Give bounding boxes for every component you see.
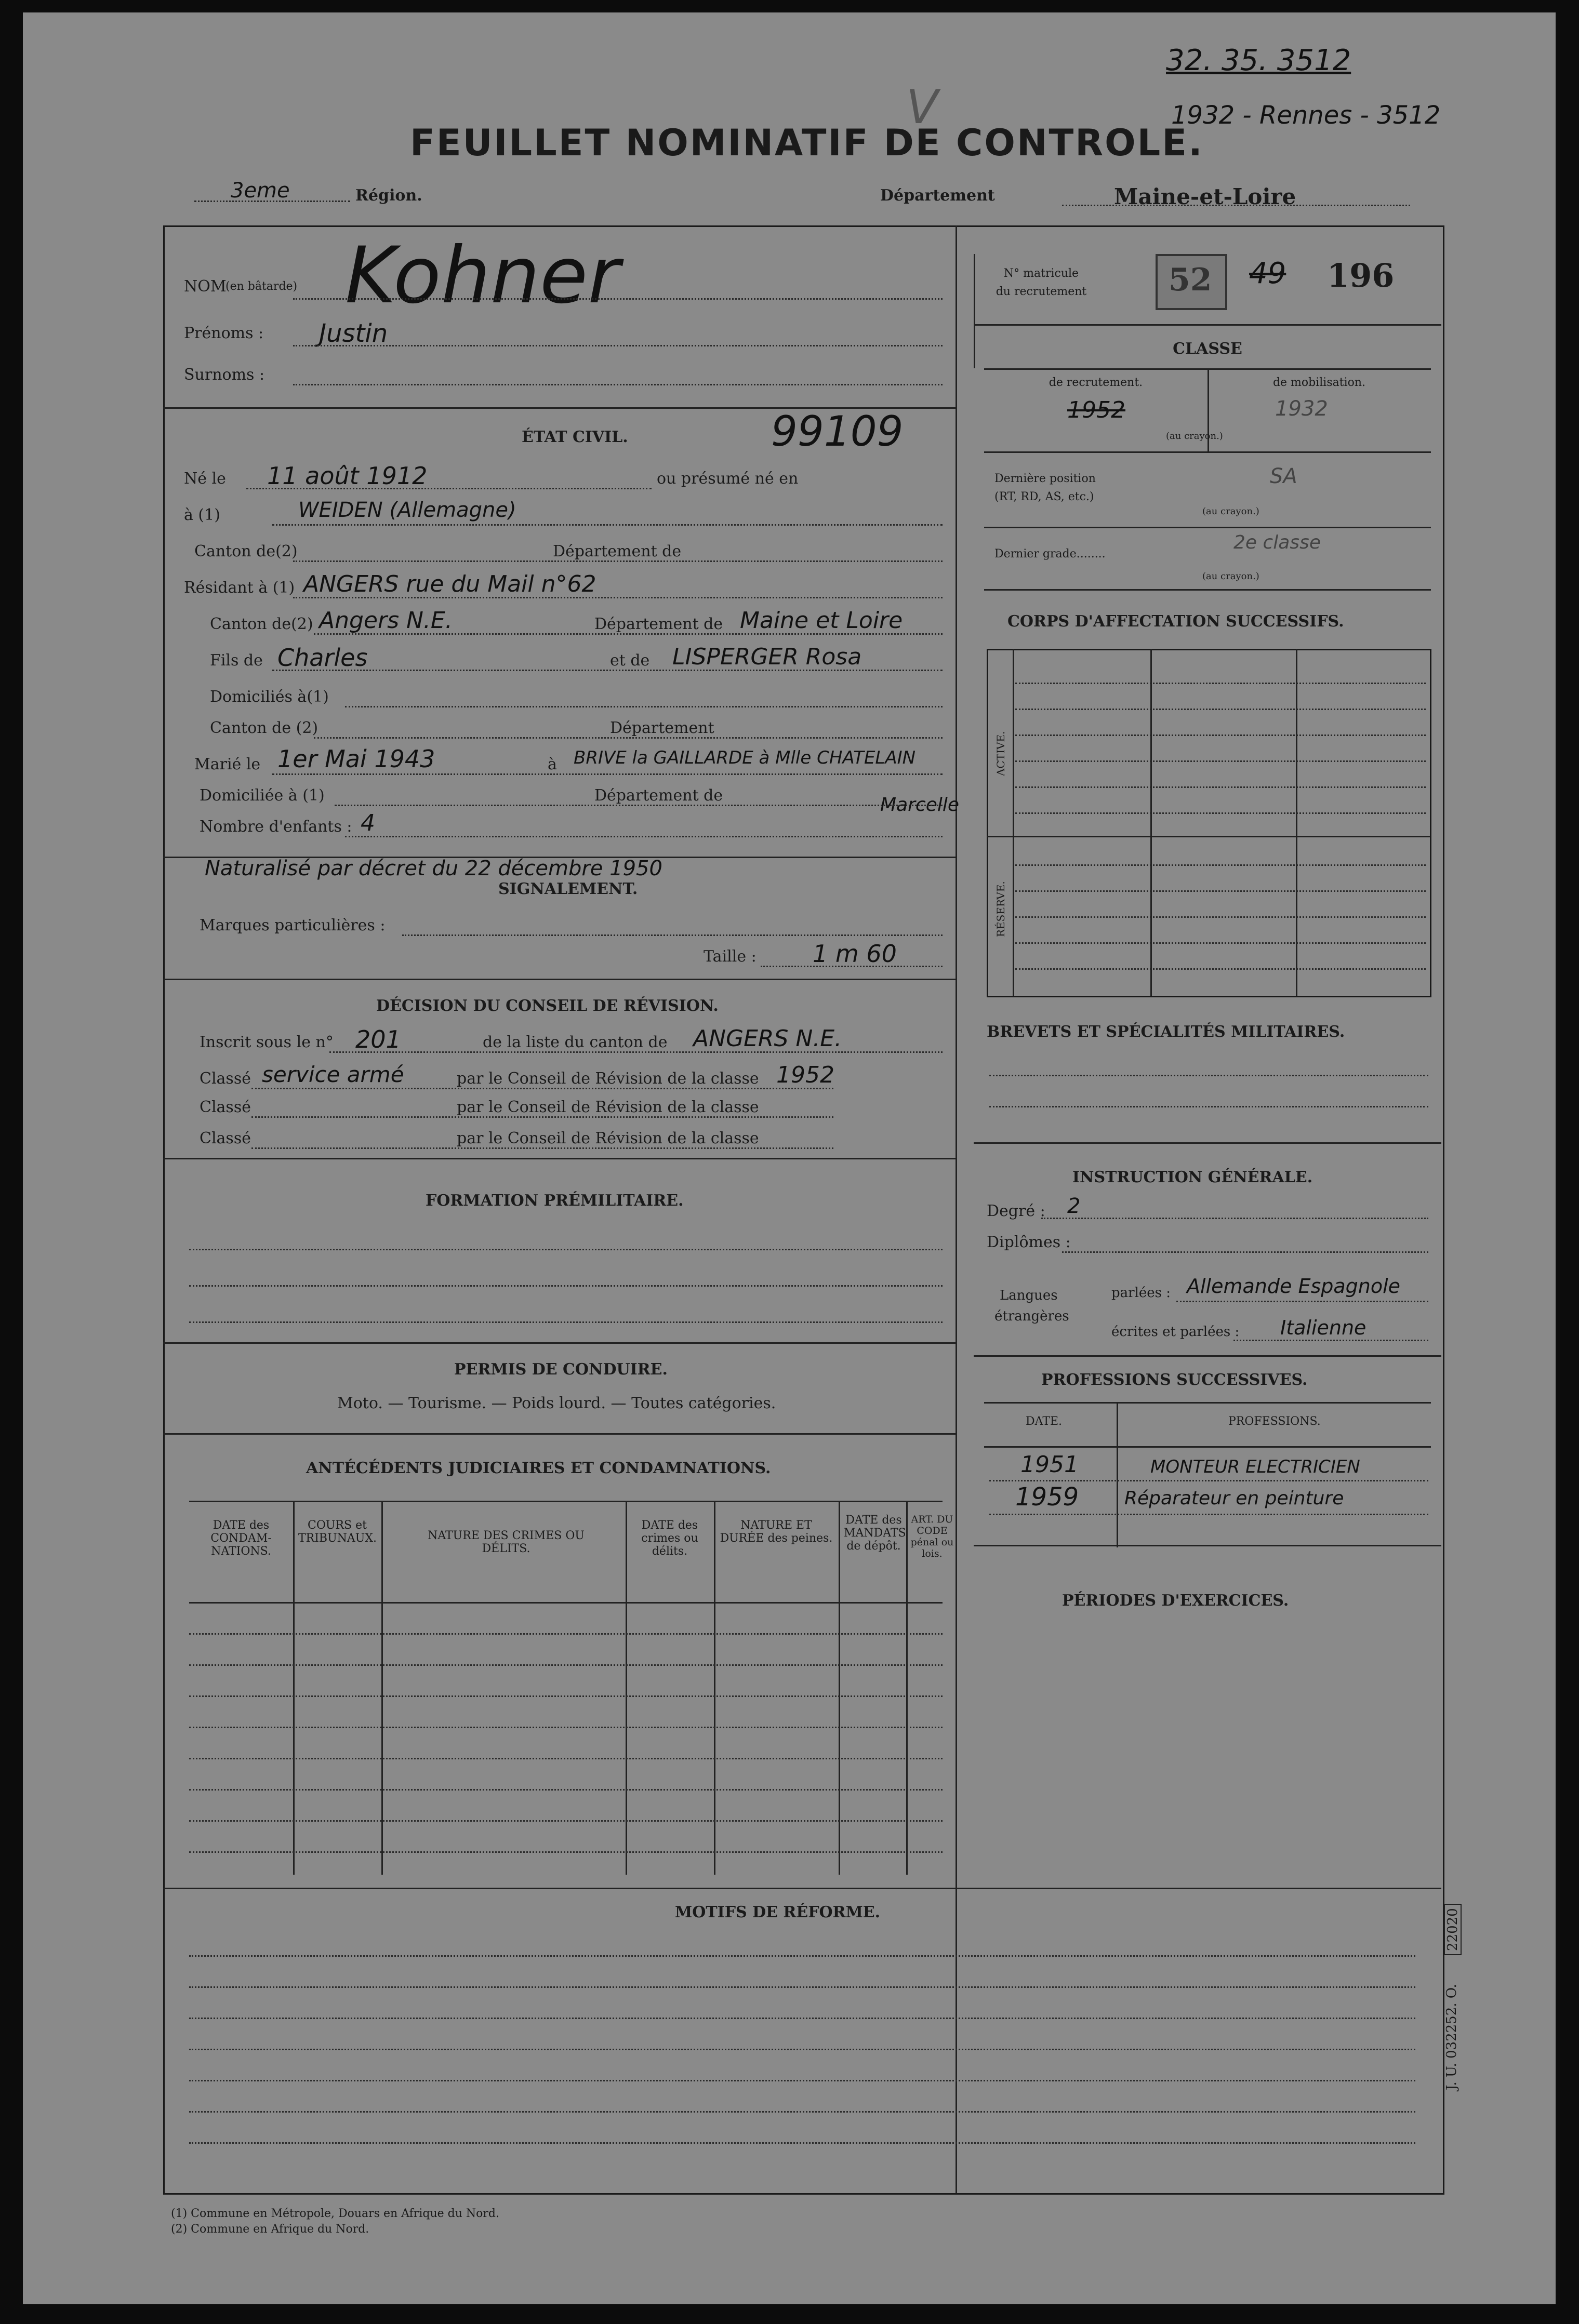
par-label-2: par le Conseil de Révision de la classe <box>457 1098 759 1116</box>
brevets-title: BREVETS ET SPÉCIALITÉS MILITAIRES. <box>987 1023 1345 1041</box>
par-label-3: par le Conseil de Révision de la classe <box>457 1129 759 1147</box>
dernier-grade-value: 2e classe <box>1233 532 1321 553</box>
et-de-label: et de <box>610 651 650 670</box>
printer-code: J. U. 032252. O. <box>1444 1984 1459 2090</box>
permis-categories: Moto. — Tourisme. — Poids lourd. — Toutes catégories. <box>337 1394 776 1412</box>
inscrit-label: Inscrit sous le n° <box>200 1033 334 1051</box>
footnote-2: (2) Commune en Afrique du Nord. <box>171 2223 369 2236</box>
professions-date-header: DATE. <box>1026 1415 1063 1428</box>
derniere-position-label-2: (RT, RD, AS, etc.) <box>994 490 1094 503</box>
mobilisation-value: 1932 <box>1275 397 1328 421</box>
classe-label-2: Classé <box>200 1098 251 1116</box>
stamp-number: 99109 <box>771 407 904 456</box>
nom-value: Kohner <box>345 231 620 321</box>
matricule-label-2: du recrutement <box>996 285 1087 298</box>
corps-title: CORPS D'AFFECTATION SUCCESSIFS. <box>1007 612 1344 631</box>
ecrites-label: écrites et parlées : <box>1111 1324 1240 1340</box>
archive-reference-2: 1932 - Rennes - 3512 <box>1171 101 1441 130</box>
mobilisation-label: de mobilisation. <box>1272 376 1366 389</box>
footnote-1: (1) Commune en Métropole, Douars en Afrique du Nord. <box>171 2207 499 2220</box>
periodes-title: PÉRIODES D'EXERCICES. <box>1062 1592 1289 1610</box>
residant-value: ANGERS rue du Mail n°62 <box>303 571 596 597</box>
marques-label: Marques particulières : <box>200 916 386 934</box>
matricule-struck-value: 49 <box>1249 257 1286 290</box>
crayon-note-3: (au crayon.) <box>1202 571 1259 582</box>
enfants-label: Nombre d'enfants : <box>200 818 352 836</box>
fils-de-label: Fils de <box>210 651 263 670</box>
canton-label: Canton de(2) <box>194 542 298 560</box>
signalement-title: SIGNALEMENT. <box>498 880 638 898</box>
crayon-note-2: (au crayon.) <box>1202 506 1259 517</box>
inscrit-value: 201 <box>355 1025 401 1053</box>
region-value: 3eme <box>231 179 290 203</box>
classe-label-3: Classé <box>200 1129 251 1147</box>
parlees-value: Allemande Espagnole <box>1187 1275 1401 1298</box>
matricule-number: 196 <box>1327 257 1395 295</box>
col-cours-tribunaux: COURS et TRIBUNAUX. <box>298 1519 377 1545</box>
et-de-value: LISPERGER Rosa <box>672 644 862 670</box>
diplomes-label: Diplômes : <box>987 1233 1071 1251</box>
degre-label: Degré : <box>987 1202 1045 1220</box>
departement-epouse-label: Département de <box>594 786 723 805</box>
parlees-label: parlées : <box>1111 1285 1171 1301</box>
departement-value: Maine-et-Loire <box>1114 184 1296 209</box>
marie-value: 1er Mai 1943 <box>277 745 435 773</box>
form-title: FEUILLET NOMINATIF DE CONTROLE. <box>410 122 1204 164</box>
taille-label: Taille : <box>704 947 757 966</box>
etat-civil-title: ÉTAT CIVIL. <box>522 428 628 446</box>
prenoms-label: Prénoms : <box>184 324 264 342</box>
active-label: ACTIVE. <box>994 731 1007 776</box>
derniere-position-value: SA <box>1270 464 1297 488</box>
departement-residence-label: Département de <box>594 615 723 633</box>
revision-title: DÉCISION DU CONSEIL DE RÉVISION. <box>376 997 719 1015</box>
surnoms-label: Surnoms : <box>184 366 265 384</box>
col-date-condamnations: DATE des CONDAM-NATIONS. <box>210 1519 272 1558</box>
profession-1: MONTEUR ELECTRICIEN <box>1150 1457 1360 1477</box>
col-date-mandats: DATE des MANDATS de dépôt. <box>844 1514 906 1553</box>
enfants-value: 4 <box>361 810 375 836</box>
taille-value: 1 m 60 <box>813 940 897 968</box>
canton-residence-value: Angers N.E. <box>319 607 453 634</box>
classe-title: CLASSE <box>1173 340 1242 358</box>
langues-label-1: Langues <box>1000 1288 1058 1303</box>
marie-a-value: BRIVE la GAILLARDE à Mlle CHATELAIN <box>574 747 916 768</box>
col-nature-peines: NATURE ET DURÉE des peines. <box>720 1519 833 1545</box>
crayon-note-1: (au crayon.) <box>1166 431 1223 442</box>
par-label-1: par le Conseil de Révision de la classe <box>457 1070 759 1088</box>
region-label: Région. <box>355 186 422 205</box>
col-nature-crimes: NATURE DES CRIMES OU DÉLITS. <box>428 1529 585 1555</box>
permis-title: PERMIS DE CONDUIRE. <box>454 1360 668 1379</box>
domicilies-label: Domiciliés à(1) <box>210 688 329 706</box>
col-art-code: ART. DU CODE pénal ou lois. <box>910 1514 954 1559</box>
liste-label: de la liste du canton de <box>483 1033 668 1051</box>
naturalisation-note: Naturalisé par décret du 22 décembre 1950 <box>205 857 662 880</box>
classe-value: service armé <box>262 1062 404 1087</box>
presume-label: ou présumé né en <box>657 470 799 488</box>
col-date-crimes: DATE des crimes ou délits. <box>641 1519 698 1558</box>
residant-label: Résidant à (1) <box>184 579 295 597</box>
formation-title: FORMATION PRÉMILITAIRE. <box>426 1192 684 1210</box>
corps-grid <box>987 649 1431 997</box>
departement-residence-value: Maine et Loire <box>740 607 903 634</box>
derniere-position-label-1: Dernière position <box>994 472 1096 485</box>
departement-label: Département <box>880 186 995 205</box>
departement-domicile-label: Département <box>610 719 714 737</box>
profession-date-1: 1951 <box>1020 1451 1079 1478</box>
marie-label: Marié le <box>194 755 261 773</box>
marie-a-label: à <box>548 755 557 773</box>
liste-value: ANGERS N.E. <box>693 1025 842 1052</box>
ne-le-label: Né le <box>184 470 226 488</box>
printer-ref: 22020 <box>1444 1904 1462 1955</box>
canton-residence-label: Canton de(2) <box>210 615 313 633</box>
matricule-label-1: N° matricule <box>1003 267 1079 280</box>
canton-domicile-label: Canton de (2) <box>210 719 319 737</box>
judiciaires-title: ANTÉCÉDENTS JUDICIAIRES ET CONDAMNATIONS. <box>306 1459 771 1477</box>
ecrites-value: Italienne <box>1280 1316 1366 1339</box>
reforme-title: MOTIFS DE RÉFORME. <box>675 1903 881 1921</box>
domiciliee-label: Domiciliée à (1) <box>200 786 325 805</box>
profession-date-2: 1959 <box>1015 1482 1079 1512</box>
profession-2: Réparateur en peinture <box>1124 1488 1344 1509</box>
check-mark: V <box>906 80 938 135</box>
ne-le-value: 11 août 1912 <box>267 462 428 490</box>
classe-label-1: Classé <box>200 1070 251 1088</box>
degre-value: 2 <box>1067 1194 1081 1218</box>
lieu-naissance-label: à (1) <box>184 506 220 524</box>
lieu-naissance-value: WEIDEN (Allemagne) <box>298 498 516 522</box>
archive-reference-1: 32. 35. 3512 <box>1166 44 1351 77</box>
nom-sub-label: (en bâtarde) <box>225 280 298 293</box>
reserve-label: RÉSERVE. <box>994 881 1007 937</box>
professions-title: PROFESSIONS SUCCESSIVES. <box>1041 1371 1308 1389</box>
fils-de-value: Charles <box>277 644 368 672</box>
nom-label: NOM <box>184 277 227 296</box>
prenoms-value: Justin <box>319 319 388 348</box>
departement-naissance-label: Département de <box>553 542 682 560</box>
recrutement-label: de recrutement. <box>1049 376 1143 389</box>
par-value: 1952 <box>776 1062 834 1088</box>
langues-label-2: étrangères <box>994 1308 1069 1324</box>
departement-epouse-value: Marcelle <box>880 794 960 816</box>
matricule-boxed-value: 52 <box>1169 262 1212 298</box>
professions-header: PROFESSIONS. <box>1228 1415 1321 1428</box>
dernier-grade-label: Dernier grade........ <box>994 547 1106 560</box>
recrutement-value: 1952 <box>1067 397 1125 423</box>
form-sheet <box>23 12 1556 2304</box>
instruction-title: INSTRUCTION GÉNÉRALE. <box>1072 1168 1313 1186</box>
